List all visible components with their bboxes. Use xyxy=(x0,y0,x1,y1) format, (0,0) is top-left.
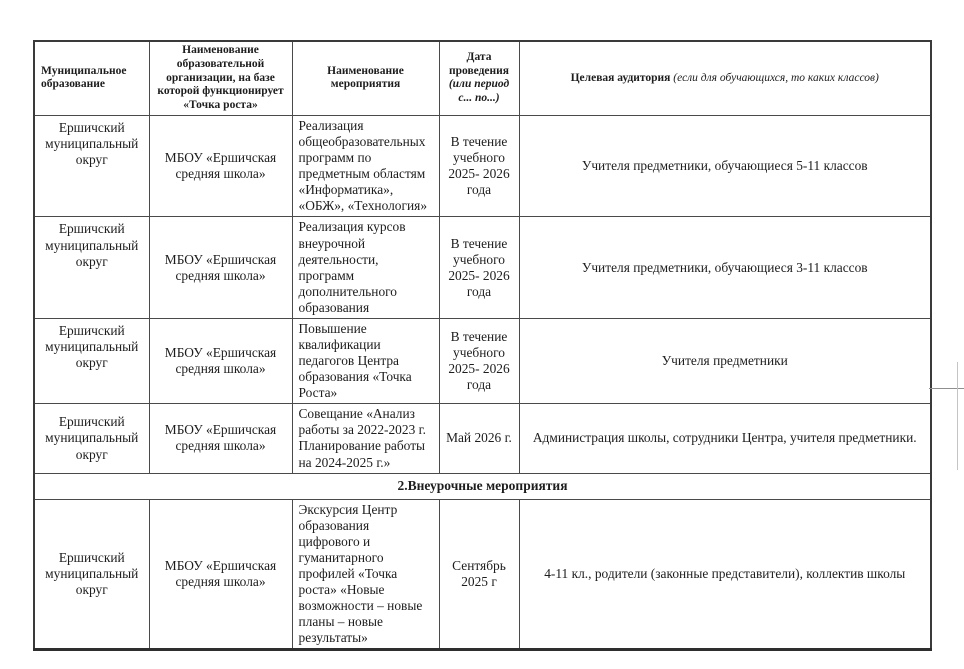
table-row xyxy=(34,115,931,216)
header-audience-main: Целевая аудитория xyxy=(570,71,671,84)
section-title: 2.Внеурочные мероприятия xyxy=(34,473,931,499)
cell-organization: МБОУ «Ершичская средняя школа» xyxy=(149,217,292,318)
header-date-main: Дата проведения xyxy=(448,50,510,77)
cell-date: В течение учебного 2025- 2026 года xyxy=(439,318,519,403)
cell-municipality: Ершичский муниципальный округ xyxy=(34,217,149,318)
cell-date: В течение учебного 2025- 2026 года xyxy=(439,115,519,216)
cell-event: Повышение квалификации педагогов Центра образования «Точка Роста» xyxy=(292,318,439,403)
cell-date: Май 2026 г. xyxy=(439,404,519,473)
table-row xyxy=(34,404,931,473)
cell-municipality: Ершичский муниципальный округ xyxy=(34,115,149,216)
cell-organization: МБОУ «Ершичская средняя школа» xyxy=(149,499,292,650)
cell-audience: Учителя предметники, обучающиеся 3-11 классов xyxy=(519,217,931,318)
table-row xyxy=(34,318,931,403)
cell-organization: МБОУ «Ершичская средняя школа» xyxy=(149,115,292,216)
header-event: Наименование мероприятия xyxy=(292,41,439,115)
cell-municipality: Ершичский муниципальный округ xyxy=(34,499,149,650)
cell-municipality: Ершичский муниципальный округ xyxy=(34,404,149,473)
cell-event: Реализация общеобразовательных программ по предметным областям «Информатика», «ОБЖ», «Технология» xyxy=(292,115,439,216)
cell-audience: Учителя предметники, обучающиеся 5-11 классов xyxy=(519,115,931,216)
scan-artifact-vertical-line xyxy=(957,362,958,470)
cell-audience: Администрация школы, сотрудники Центра, учителя предметники. xyxy=(519,404,931,473)
cell-date: В течение учебного 2025- 2026 года xyxy=(439,217,519,318)
cell-organization: МБОУ «Ершичская средняя школа» xyxy=(149,404,292,473)
table-header-row xyxy=(34,41,931,115)
header-audience xyxy=(519,41,931,115)
table-row xyxy=(34,217,931,318)
table-row xyxy=(34,499,931,650)
header-municipality: Муниципальное образование xyxy=(34,41,149,115)
cell-audience: Учителя предметники xyxy=(519,318,931,403)
cell-event: Совещание «Анализ работы за 2022-2023 г. Планирование работы на 2024-2025 г.» xyxy=(292,404,439,473)
section-header-row xyxy=(34,473,931,499)
cell-event: Экскурсия Центр образования цифрового и гуманитарного профилей «Точка роста» «Новые возможности – новые планы – новые результаты» xyxy=(292,499,439,650)
cell-date: Сентябрь 2025 г xyxy=(439,499,519,650)
cell-municipality: Ершичский муниципальный округ xyxy=(34,318,149,403)
cell-audience: 4-11 кл., родители (законные представители), коллектив школы xyxy=(519,499,931,650)
header-audience-note: (если для обучающихся, то каких классов) xyxy=(673,71,879,84)
events-plan-table xyxy=(33,40,932,651)
header-date xyxy=(439,41,519,115)
cell-event: Реализация курсов внеурочной деятельности, программ дополнительного образования xyxy=(292,217,439,318)
header-date-note: (или период с... по...) xyxy=(448,78,510,105)
cell-organization: МБОУ «Ершичская средняя школа» xyxy=(149,318,292,403)
header-organization: Наименование образовательной организации, на базе которой функционирует «Точка роста» xyxy=(149,41,292,115)
scan-artifact-horizontal-line xyxy=(929,388,964,389)
